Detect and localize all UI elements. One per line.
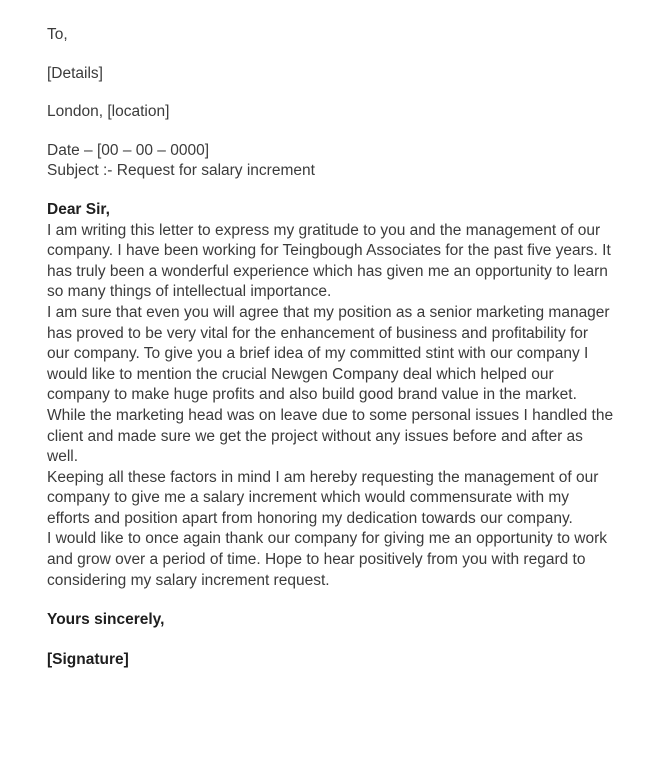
paragraph-line: client and made sure we get the project without any issues before and after as xyxy=(47,427,583,445)
paragraph-line: company to give me a salary increment which would commensurate with my xyxy=(47,489,570,507)
paragraph-line: I would like to once again thank our company for giving me an opportunity to work xyxy=(47,530,608,548)
paragraph-line: and grow over a period of time. Hope to hear positively from you with regard to xyxy=(47,551,586,569)
recipient-details: [Details] xyxy=(47,64,103,82)
letter-date: Date – [00 – 00 – 0000] xyxy=(47,141,210,159)
recipient-location: London, [location] xyxy=(47,103,170,121)
paragraph-line: efforts and position apart from honoring my dedication towards our company. xyxy=(47,509,573,527)
letter xyxy=(47,25,622,670)
paragraph-line: While the marketing head was on leave due to some personal issues I handled the xyxy=(47,406,614,424)
paragraph-line: company. I have been working for Teingbough Associates for the past five years. It xyxy=(47,242,611,260)
paragraph-line: company to make huge profits and also build good brand value in the market. xyxy=(47,386,577,404)
paragraph-2 xyxy=(47,303,622,468)
recipient-to: To, xyxy=(47,26,68,43)
paragraph-line: I am writing this letter to express my gratitude to you and the management of our xyxy=(47,221,601,239)
paragraph-line: so many things of intellectual importance. xyxy=(47,283,332,301)
paragraph-line: has proved to be very vital for the enhancement of business and profitability for xyxy=(47,324,589,342)
signature: [Signature] xyxy=(47,650,129,668)
paragraph-line: has truly been a wonderful experience which has given me an opportunity to learn xyxy=(47,262,608,280)
letter-subject: Subject :- Request for salary increment xyxy=(47,162,315,180)
paragraph-line: Keeping all these factors in mind I am hereby requesting the management of our xyxy=(47,468,599,486)
salutation: Dear Sir, xyxy=(47,200,110,218)
paragraph-3 xyxy=(47,468,622,530)
paragraph-line: well. xyxy=(47,448,79,466)
paragraph-line: our company. To give you a brief idea of my committed stint with our company I xyxy=(47,345,589,363)
paragraph-4 xyxy=(47,529,622,591)
closing: Yours sincerely, xyxy=(47,611,165,629)
paragraph-line: considering my salary increment request. xyxy=(47,571,330,589)
paragraph-1 xyxy=(47,221,622,303)
paragraph-line: would like to mention the crucial Newgen Company deal which helped our xyxy=(47,365,554,383)
paragraph-line: I am sure that even you will agree that my position as a senior marketing manager xyxy=(47,303,610,321)
